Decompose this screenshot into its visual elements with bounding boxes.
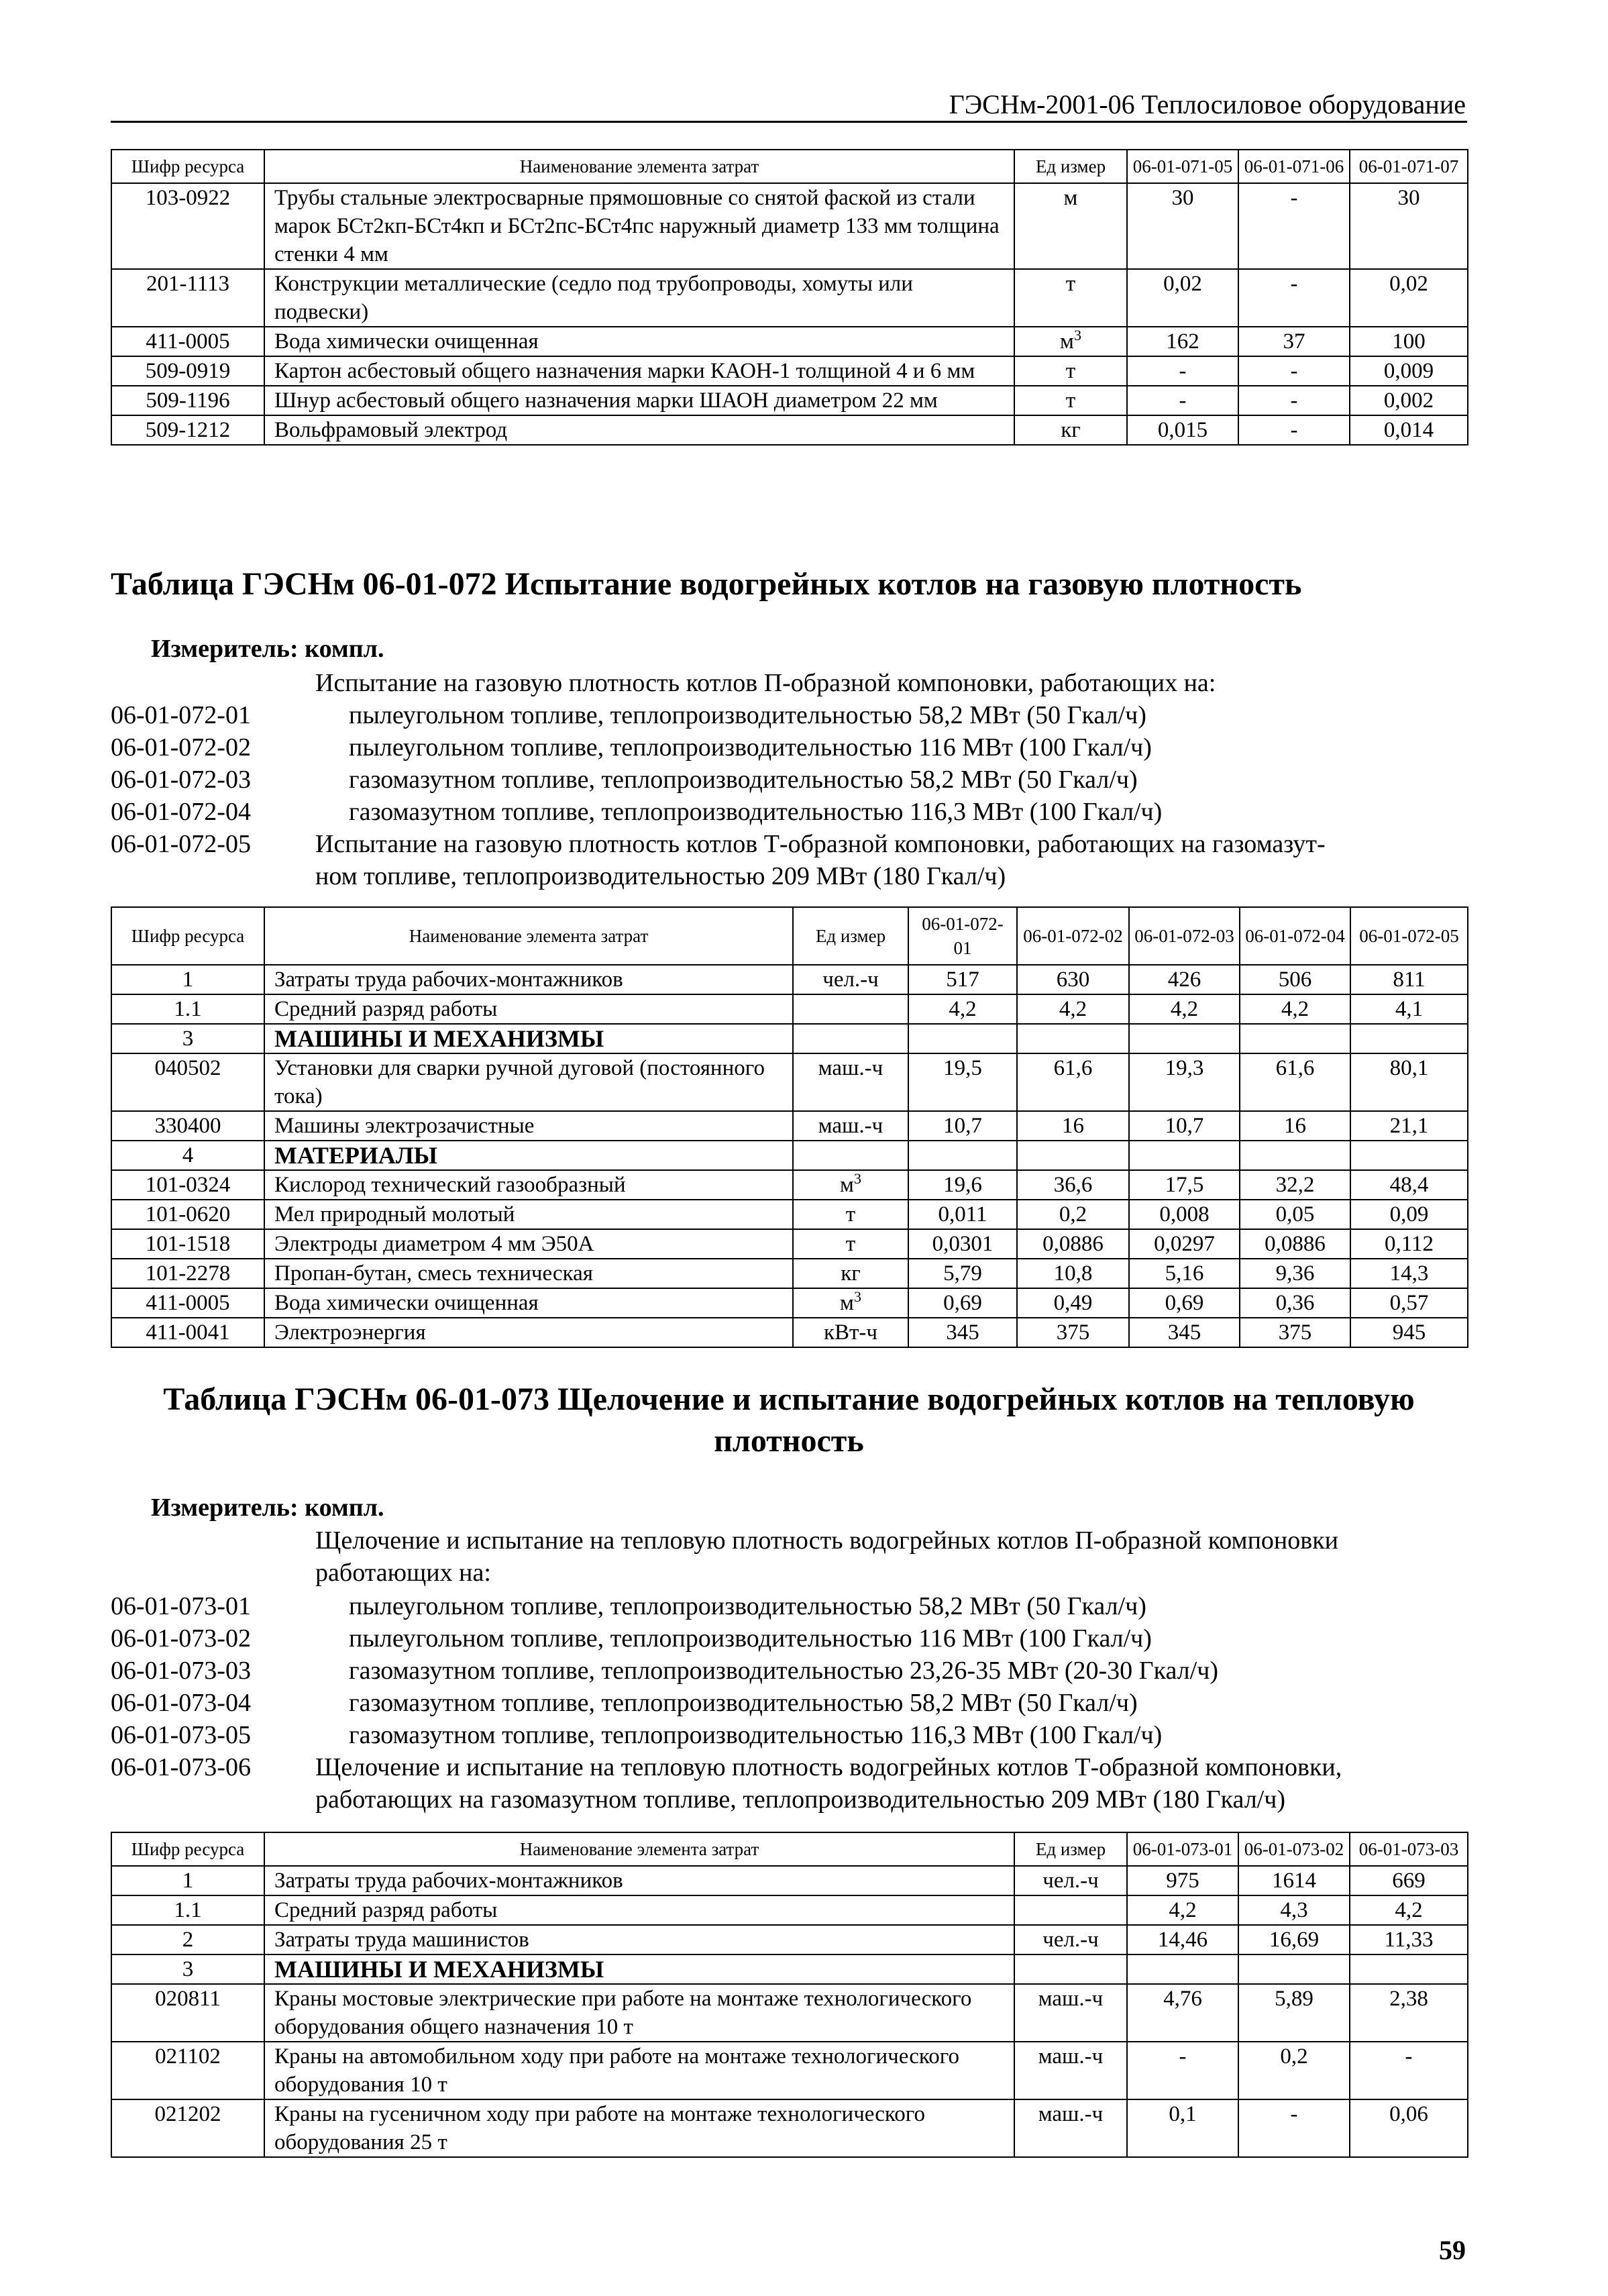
cell-unit (1014, 2099, 1127, 2157)
cell-value: - (1127, 356, 1238, 386)
cell-value: 4,2 (1129, 994, 1240, 1024)
cell-code: 330400 (111, 1111, 264, 1141)
cell-value: 16 (1240, 1111, 1350, 1141)
cell-name: Установки для сварки ручной дуговой (постоянного тока) (264, 1053, 793, 1111)
cell-value: 375 (1240, 1318, 1350, 1347)
cell-name: Затраты труда рабочих-монтажников (264, 1866, 1014, 1895)
cell-value: 669 (1350, 1866, 1468, 1895)
spec-item (111, 764, 1469, 796)
cell-unit (1014, 2042, 1127, 2099)
table-row (111, 1895, 1468, 1925)
spec-item (111, 1719, 1469, 1751)
table-073-title-line1: Таблица ГЭСНм 06-01-073 Щелочение и испытание водогрейных котлов на тепловую (163, 1381, 1415, 1417)
cell-value: 0,014 (1350, 415, 1468, 445)
spec-text: газомазутном топливе, теплопроизводительностью 58,2 МВт (50 Гкал/ч) (349, 766, 1138, 794)
table-row (111, 269, 1468, 327)
section-row (111, 1954, 1468, 1984)
cell-value: - (1127, 2042, 1238, 2099)
unit-superscript: 3 (853, 1170, 861, 1187)
table-073 (111, 1832, 1468, 2158)
cell-unit (1014, 386, 1127, 415)
cell-value: 0,0297 (1129, 1229, 1240, 1259)
header-cell: Ед измер (1014, 1832, 1127, 1866)
table-073-title (111, 1379, 1467, 1462)
spec-text: Щелочение и испытание на тепловую плотность водогрейных котлов Т-образной компоновки, (315, 1753, 1342, 1781)
table-row (111, 1200, 1468, 1229)
cell-value: 975 (1127, 1866, 1238, 1895)
cell-name: МАТЕРИАЛЫ (264, 1141, 793, 1170)
cell-value (908, 1024, 1017, 1053)
spec-item (111, 1622, 1469, 1655)
table-row (111, 1925, 1468, 1954)
cell-value: 21,1 (1350, 1111, 1468, 1141)
cell-value: 30 (1127, 183, 1238, 269)
cell-value: 0,1 (1127, 2099, 1238, 2157)
table-row (111, 1111, 1468, 1141)
spec-item (111, 796, 1469, 828)
cell-code: 509-0919 (111, 356, 264, 386)
table-row (111, 1288, 1468, 1318)
cell-name: Шнур асбестовый общего назначения марки ШАОН диаметром 22 мм (264, 386, 1014, 415)
cell-code: 103-0922 (111, 183, 264, 269)
unit-text: чел.-ч (1042, 1928, 1099, 1952)
intro-073-line1: Щелочение и испытание на тепловую плотность водогрейных котлов П-образной компоновки (315, 1526, 1338, 1555)
cell-value: 14,3 (1350, 1259, 1468, 1288)
cell-value: 0,69 (908, 1288, 1017, 1318)
unit-text: м (840, 1291, 854, 1315)
cell-value: 16,69 (1238, 1925, 1350, 1954)
cell-value: 48,4 (1350, 1170, 1468, 1200)
cell-value: 0,09 (1350, 1200, 1468, 1229)
cell-value: 16 (1017, 1111, 1129, 1141)
cell-name: Средний разряд работы (264, 994, 793, 1024)
cell-value: 162 (1127, 327, 1238, 356)
cell-value (1238, 1954, 1350, 1984)
table-row (111, 994, 1468, 1024)
intro-073-line2: работающих на: (315, 1559, 491, 1587)
spec-text: пылеугольном топливе, теплопроизводительностью 58,2 МВт (50 Гкал/ч) (349, 701, 1146, 729)
cell-value: 19,5 (908, 1053, 1017, 1111)
cell-value: 10,7 (1129, 1111, 1240, 1141)
cell-value: 1614 (1238, 1866, 1350, 1895)
unit-text: т (845, 1202, 856, 1227)
table-row (111, 2042, 1468, 2099)
cell-value: 4,2 (1240, 994, 1350, 1024)
spec-code: 06-01-072-01 (111, 701, 251, 729)
table-row (111, 2099, 1468, 2157)
cell-value: 14,46 (1127, 1925, 1238, 1954)
measure-label: Измеритель: (151, 635, 299, 663)
header-cell: 06-01-073-02 (1238, 1832, 1350, 1866)
table-row (111, 1170, 1468, 1200)
table-header-row (111, 1832, 1468, 1866)
cell-value: 4,1 (1350, 994, 1468, 1024)
cell-value: 0,05 (1240, 1200, 1350, 1229)
cell-value: - (1238, 386, 1350, 415)
cell-unit (793, 1200, 908, 1229)
cell-code: 4 (111, 1141, 264, 1170)
cell-value (1240, 1141, 1350, 1170)
cell-name: Вода химически очищенная (264, 1288, 793, 1318)
cell-value: 4,2 (1350, 1895, 1468, 1925)
table-row (111, 1866, 1468, 1895)
header-cell: Шифр ресурса (111, 907, 264, 965)
cell-value: 375 (1017, 1318, 1129, 1347)
cell-code: 411-0041 (111, 1318, 264, 1347)
cell-value: 0,009 (1350, 356, 1468, 386)
cell-value: 80,1 (1350, 1053, 1468, 1111)
unit-text: маш.-ч (818, 1056, 883, 1080)
cell-value (1240, 1024, 1350, 1053)
cell-name: Трубы стальные электросварные прямошовные со снятой фаской из стали марок БСт2кп-БСт4кп и БСт2пс-БСт4пс наружный диаметр 133 мм толщина стенки 4 мм (264, 183, 1014, 269)
cell-unit (793, 1288, 908, 1318)
table-row (111, 183, 1468, 269)
cell-value: 506 (1240, 965, 1350, 994)
spec-text: газомазутном топливе, теплопроизводительностью 23,26-35 МВт (20-30 Гкал/ч) (349, 1657, 1218, 1685)
cell-value: 0,02 (1127, 269, 1238, 327)
cell-value: 0,002 (1350, 386, 1468, 415)
cell-value: - (1350, 2042, 1468, 2099)
spec-code: 06-01-073-04 (111, 1689, 251, 1717)
cell-value: 61,6 (1017, 1053, 1129, 1111)
header-cell: 06-01-071-05 (1127, 150, 1238, 183)
measure-label: Измеритель: (151, 1494, 299, 1522)
cell-value: 811 (1350, 965, 1468, 994)
cell-code: 1 (111, 1866, 264, 1895)
cell-value: 10,7 (908, 1111, 1017, 1141)
cell-value: 0,015 (1127, 415, 1238, 445)
table-072-title: Таблица ГЭСНм 06-01-072 Испытание водогрейных котлов на газовую плотность (111, 566, 1302, 602)
header-cell: 06-01-072-01 (908, 907, 1017, 965)
unit-text: маш.-ч (1038, 2044, 1104, 2069)
intro-072: Испытание на газовую плотность котлов П-образной компоновки, работающих на: (315, 669, 1216, 697)
cell-value: 0,36 (1240, 1288, 1350, 1318)
unit-text: м (840, 1173, 854, 1197)
table-header-row (111, 150, 1468, 183)
cell-unit (1014, 269, 1127, 327)
table-row (111, 1984, 1468, 2042)
cell-value (1017, 1024, 1129, 1053)
cell-unit (1014, 415, 1127, 445)
cell-value: 100 (1350, 327, 1468, 356)
cell-name: Картон асбестовый общего назначения марки КАОН-1 толщиной 4 и 6 мм (264, 356, 1014, 386)
cell-value (1350, 1954, 1468, 1984)
cell-name: Затраты труда машинистов (264, 1925, 1014, 1954)
cell-value: 4,76 (1127, 1984, 1238, 2042)
cell-code: 411-0005 (111, 327, 264, 356)
cell-name: Краны на гусеничном ходу при работе на монтаже технологического оборудования 25 т (264, 2099, 1014, 2157)
cell-value: 0,008 (1129, 1200, 1240, 1229)
unit-text: кВт-ч (823, 1320, 878, 1345)
cell-code: 101-0620 (111, 1200, 264, 1229)
page-number: 59 (1439, 2235, 1466, 2265)
cell-value: 0,0886 (1017, 1229, 1129, 1259)
cell-unit (1014, 1866, 1127, 1895)
spec-item (111, 699, 1469, 731)
table-row (111, 386, 1468, 415)
cell-value: - (1238, 415, 1350, 445)
header-cell: Шифр ресурса (111, 1832, 264, 1866)
cell-value (1017, 1141, 1129, 1170)
cell-value (1127, 1954, 1238, 1984)
cell-value: 345 (1129, 1318, 1240, 1347)
cell-code: 020811 (111, 1984, 264, 2042)
header-cell: 06-01-073-03 (1350, 1832, 1468, 1866)
spec-text: газомазутном топливе, теплопроизводительностью 116,3 МВт (100 Гкал/ч) (349, 1721, 1163, 1749)
cell-name: Вольфрамовый электрод (264, 415, 1014, 445)
cell-code: 3 (111, 1024, 264, 1053)
cell-value: 0,011 (908, 1200, 1017, 1229)
cell-code: 509-1212 (111, 415, 264, 445)
cell-unit (1014, 356, 1127, 386)
section-row (111, 1024, 1468, 1053)
header-cell: Ед измер (1014, 150, 1127, 183)
table-row (111, 1259, 1468, 1288)
cell-value: 9,36 (1240, 1259, 1350, 1288)
cell-code: 509-1196 (111, 386, 264, 415)
header-cell: 06-01-072-05 (1350, 907, 1468, 965)
unit-text: т (1065, 272, 1076, 296)
section-row (111, 1141, 1468, 1170)
unit-text: м (1060, 329, 1074, 354)
cell-unit (1014, 1954, 1127, 1984)
spec-code: 06-01-073-03 (111, 1657, 251, 1685)
spec-item (111, 1687, 1469, 1719)
unit-text: чел.-ч (1042, 1869, 1099, 1893)
table-header-row (111, 907, 1468, 965)
cell-unit (793, 1111, 908, 1141)
unit-text: маш.-ч (1038, 1987, 1104, 2011)
cell-unit (793, 1318, 908, 1347)
cell-code: 411-0005 (111, 1288, 264, 1318)
unit-superscript: 3 (1073, 327, 1081, 344)
header-cell: Наименование элемента затрат (264, 1832, 1014, 1866)
cell-name: Электроэнергия (264, 1318, 793, 1347)
cell-name: Машины электрозачистные (264, 1111, 793, 1141)
cell-value: 0,49 (1017, 1288, 1129, 1318)
cell-value (908, 1141, 1017, 1170)
spec-item-073-06-cont: работающих на газомазутном топливе, теплопроизводительностью 209 МВт (180 Гкал/ч) (315, 1785, 1285, 1814)
cell-value: 37 (1238, 327, 1350, 356)
cell-value: 345 (908, 1318, 1017, 1347)
spec-text: пылеугольном топливе, теплопроизводительностью 116 МВт (100 Гкал/ч) (349, 1624, 1152, 1653)
cell-value: 4,2 (908, 994, 1017, 1024)
table-row (111, 1053, 1468, 1111)
cell-unit (793, 1170, 908, 1200)
cell-value: 5,79 (908, 1259, 1017, 1288)
spec-text: Испытание на газовую плотность котлов Т-образной компоновки, работающих на газомазут- (315, 830, 1326, 858)
spec-text: газомазутном топливе, теплопроизводительностью 58,2 МВт (50 Гкал/ч) (349, 1689, 1138, 1717)
header-cell: 06-01-072-02 (1017, 907, 1129, 965)
cell-unit (793, 1259, 908, 1288)
cell-value (1350, 1024, 1468, 1053)
unit-text: т (1065, 359, 1076, 383)
spec-item (111, 1590, 1469, 1622)
cell-value: 17,5 (1129, 1170, 1240, 1200)
unit-text: м (1063, 186, 1078, 210)
cell-code: 101-2278 (111, 1259, 264, 1288)
cell-name: Конструкции металлические (седло под трубопроводы, хомуты или подвески) (264, 269, 1014, 327)
table-072 (111, 906, 1468, 1348)
cell-value: 0,2 (1017, 1200, 1129, 1229)
unit-text: т (1065, 388, 1076, 413)
cell-value: 4,2 (1127, 1895, 1238, 1925)
cell-code: 3 (111, 1954, 264, 1984)
cell-value: 0,69 (1129, 1288, 1240, 1318)
cell-unit (1014, 183, 1127, 269)
cell-unit (793, 1024, 908, 1053)
cell-name: Электроды диаметром 4 мм Э50А (264, 1229, 793, 1259)
cell-code: 101-0324 (111, 1170, 264, 1200)
cell-name: Затраты труда рабочих-монтажников (264, 965, 793, 994)
cell-value: - (1238, 2099, 1350, 2157)
cell-value: 30 (1350, 183, 1468, 269)
cell-value: - (1238, 269, 1350, 327)
cell-value: 19,3 (1129, 1053, 1240, 1111)
cell-value: 0,112 (1350, 1229, 1468, 1259)
cell-name: Вода химически очищенная (264, 327, 1014, 356)
cell-value: 0,02 (1350, 269, 1468, 327)
cell-value: 0,06 (1350, 2099, 1468, 2157)
spec-code: 06-01-072-03 (111, 766, 251, 794)
table-073-title-line2: плотность (714, 1423, 864, 1459)
cell-name: Пропан-бутан, смесь техническая (264, 1259, 793, 1288)
unit-text: маш.-ч (1038, 2102, 1104, 2126)
cell-code: 201-1113 (111, 269, 264, 327)
spec-code: 06-01-073-06 (111, 1753, 251, 1781)
cell-name: Краны мостовые электрические при работе на монтаже технологического оборудования общего назначения 10 т (264, 1984, 1014, 2042)
header-rule (111, 121, 1467, 123)
spec-text: пылеугольном топливе, теплопроизводительностью 58,2 МВт (50 Гкал/ч) (349, 1592, 1146, 1620)
cell-name: Краны на автомобильном ходу при работе на монтаже технологического оборудования 10 т (264, 2042, 1014, 2099)
unit-text: чел.-ч (822, 968, 879, 992)
cell-name: МАШИНЫ И МЕХАНИЗМЫ (264, 1954, 1014, 1984)
cell-value: 5,89 (1238, 1984, 1350, 2042)
unit-text: т (845, 1232, 856, 1256)
spec-code: 06-01-072-02 (111, 733, 251, 762)
cell-unit (1014, 1984, 1127, 2042)
cell-value: 10,8 (1017, 1259, 1129, 1288)
cell-value: 426 (1129, 965, 1240, 994)
spec-code: 06-01-072-04 (111, 798, 251, 826)
measure-072 (151, 634, 384, 664)
cell-value: 5,16 (1129, 1259, 1240, 1288)
cell-code: 040502 (111, 1053, 264, 1111)
header-cell: 06-01-073-01 (1127, 1832, 1238, 1866)
cell-unit (793, 994, 908, 1024)
unit-text: маш.-ч (818, 1114, 883, 1138)
cell-code: 1.1 (111, 1895, 264, 1925)
header-cell: 06-01-072-03 (1129, 907, 1240, 965)
measure-073 (151, 1493, 384, 1522)
cell-unit (793, 1141, 908, 1170)
cell-value: 0,0886 (1240, 1229, 1350, 1259)
unit-superscript: 3 (853, 1288, 861, 1305)
unit-text: кг (841, 1261, 861, 1286)
cell-value (1129, 1024, 1240, 1053)
cell-value: 945 (1350, 1318, 1468, 1347)
cell-value: 11,33 (1350, 1925, 1468, 1954)
cell-unit (1014, 1925, 1127, 1954)
cell-value: 2,38 (1350, 1984, 1468, 2042)
spec-code: 06-01-073-05 (111, 1721, 251, 1749)
table-row (111, 1229, 1468, 1259)
cell-code: 2 (111, 1925, 264, 1954)
cell-value: - (1127, 386, 1238, 415)
spec-code: 06-01-073-01 (111, 1592, 251, 1620)
cell-name: Средний разряд работы (264, 1895, 1014, 1925)
cell-value: 4,2 (1017, 994, 1129, 1024)
spec-item-072-05 (111, 828, 1469, 860)
table-row (111, 356, 1468, 386)
spec-item (111, 731, 1469, 764)
table-row (111, 1318, 1468, 1347)
header-cell: 06-01-072-04 (1240, 907, 1350, 965)
cell-code: 021202 (111, 2099, 264, 2157)
cell-code: 1 (111, 965, 264, 994)
cell-value: 0,57 (1350, 1288, 1468, 1318)
header-cell: Наименование элемента затрат (264, 907, 793, 965)
cell-value: 61,6 (1240, 1053, 1350, 1111)
measure-value: компл. (305, 1494, 384, 1522)
measure-value: компл. (305, 635, 384, 663)
table-row (111, 415, 1468, 445)
cell-value: 0,0301 (908, 1229, 1017, 1259)
cell-name: Мел природный молотый (264, 1200, 793, 1229)
table-row (111, 327, 1468, 356)
spec-code: 06-01-073-02 (111, 1624, 251, 1653)
spec-text: пылеугольном топливе, теплопроизводительностью 116 МВт (100 Гкал/ч) (349, 733, 1152, 762)
header-cell: 06-01-071-07 (1350, 150, 1468, 183)
cell-value: 517 (908, 965, 1017, 994)
table-071 (111, 149, 1468, 446)
cell-value: 4,3 (1238, 1895, 1350, 1925)
cell-unit (1014, 1895, 1127, 1925)
cell-value: 36,6 (1017, 1170, 1129, 1200)
cell-value (1350, 1141, 1468, 1170)
spec-item-073-06 (111, 1751, 1469, 1783)
spec-item (111, 1655, 1469, 1687)
header-cell: Шифр ресурса (111, 150, 264, 183)
cell-value: 32,2 (1240, 1170, 1350, 1200)
cell-code: 1.1 (111, 994, 264, 1024)
cell-value: - (1238, 183, 1350, 269)
header-cell: 06-01-071-06 (1238, 150, 1350, 183)
cell-name: Кислород технический газообразный (264, 1170, 793, 1200)
cell-value: 630 (1017, 965, 1129, 994)
cell-code: 021102 (111, 2042, 264, 2099)
cell-unit (793, 1229, 908, 1259)
cell-unit (793, 1053, 908, 1111)
cell-code: 101-1518 (111, 1229, 264, 1259)
table-row (111, 965, 1468, 994)
cell-value: - (1238, 356, 1350, 386)
spec-code: 06-01-072-05 (111, 830, 251, 858)
running-header: ГЭСНм-2001-06 Теплосиловое оборудование (949, 89, 1466, 119)
spec-item-072-05-cont: ном топливе, теплопроизводительностью 209 МВт (180 Гкал/ч) (315, 862, 1006, 890)
cell-unit (793, 965, 908, 994)
unit-text: кг (1061, 418, 1081, 442)
cell-value: 0,2 (1238, 2042, 1350, 2099)
spec-text: газомазутном топливе, теплопроизводительностью 116,3 МВт (100 Гкал/ч) (349, 798, 1163, 826)
cell-value: 19,6 (908, 1170, 1017, 1200)
header-cell: Наименование элемента затрат (264, 150, 1014, 183)
cell-unit (1014, 327, 1127, 356)
cell-name: МАШИНЫ И МЕХАНИЗМЫ (264, 1024, 793, 1053)
header-cell: Ед измер (793, 907, 908, 965)
cell-value (1129, 1141, 1240, 1170)
